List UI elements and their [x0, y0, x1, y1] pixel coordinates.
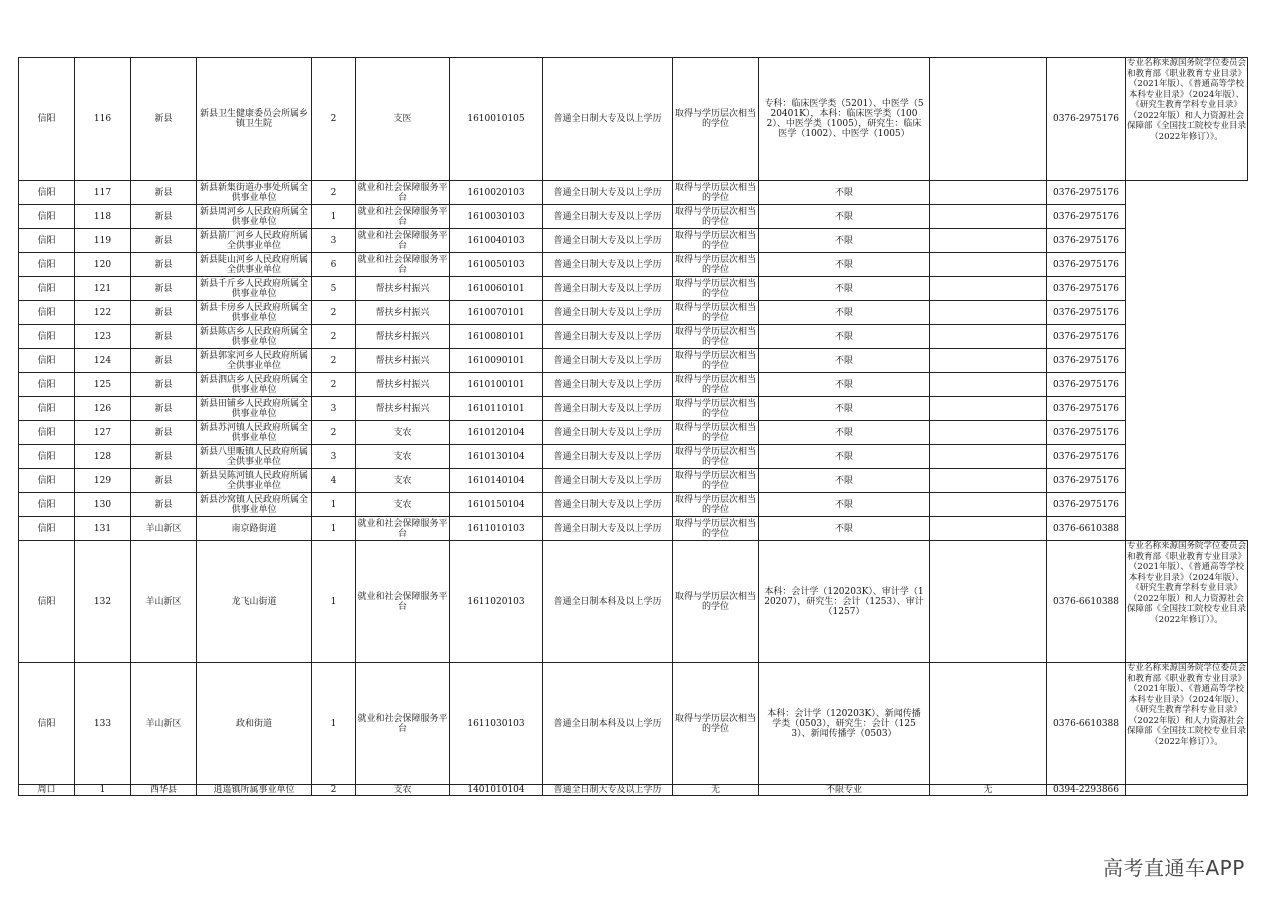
row-number-cell: 133 [75, 663, 131, 785]
major-cell: 本科：会计学（120203K）、审计学（120207），研究生：会计（1253）、审计（1257） [759, 541, 930, 663]
unit-cell: 新县沙窝镇人民政府所属全供事业单位 [197, 493, 312, 517]
table-row [19, 469, 1248, 493]
unit-cell: 新县卫生健康委员会所属乡镇卫生院 [197, 58, 312, 181]
city-cell: 信阳 [19, 229, 75, 253]
code-cell: 1610150104 [450, 493, 543, 517]
row-number-cell: 125 [75, 373, 131, 397]
post-cell: 就业和社会保障服务平台 [357, 518, 448, 539]
major-cell: 不限 [759, 373, 930, 397]
education-cell: 普通全日制大专及以上学历 [543, 421, 673, 445]
post-cell: 就业和社会保障服务平台 [357, 206, 448, 227]
education-cell: 普通全日制本科及以上学历 [543, 541, 673, 663]
phone-cell: 0376-2975176 [1047, 277, 1126, 301]
empty-cell [930, 325, 1047, 349]
post-cell: 就业和社会保障服务平台 [357, 230, 448, 251]
row-number-cell: 120 [75, 253, 131, 277]
post-cell: 就业和社会保障服务平台 [356, 541, 450, 663]
count-cell: 3 [312, 229, 356, 253]
code-cell: 1401010104 [450, 785, 543, 796]
note-cell: 专业名称来源国务院学位委员会和教育部《职业教育专业目录》（2021年版）、《普通高等学校本科专业目录》（2024年版）、《研究生教育学科专业目录》（2022年版）和人力资源社会保障部《全国技工院校专业目录（2022年修订）》。 [1126, 663, 1248, 785]
post-cell: 帮扶乡村振兴 [356, 325, 450, 349]
empty-cell [930, 517, 1047, 541]
count-cell: 2 [312, 325, 356, 349]
empty-cell [930, 663, 1047, 785]
county-cell: 新县 [131, 277, 197, 301]
table-row [19, 663, 1248, 785]
count-cell: 1 [312, 517, 356, 541]
education-cell: 普通全日制大专及以上学历 [543, 445, 673, 469]
degree-cell: 取得与学历层次相当的学位 [673, 181, 759, 205]
empty-cell [930, 541, 1047, 663]
count-cell: 5 [312, 277, 356, 301]
degree-cell: 取得与学历层次相当的学位 [673, 349, 759, 373]
major-cell: 不限 [759, 517, 930, 541]
row-number-cell: 130 [75, 493, 131, 517]
phone-cell: 0376-2975176 [1047, 373, 1126, 397]
city-cell: 信阳 [19, 181, 75, 205]
post-cell: 帮扶乡村振兴 [356, 349, 450, 373]
code-cell: 1611030103 [450, 663, 543, 785]
unit-cell: 政和街道 [197, 663, 312, 785]
unit-cell: 新县苏河镇人民政府所属全供事业单位 [197, 421, 312, 445]
phone-cell: 0376-6610388 [1047, 541, 1126, 663]
table-row [19, 785, 1248, 796]
unit-cell: 新县八里畈镇人民政府所属全供事业单位 [197, 445, 312, 469]
code-cell: 1610020103 [450, 181, 543, 205]
table-row [19, 229, 1248, 253]
city-cell: 信阳 [19, 397, 75, 421]
county-cell: 新县 [131, 181, 197, 205]
education-cell: 普通全日制大专及以上学历 [543, 229, 673, 253]
major-cell: 本科：会计学（120203K）、新闻传播学类（0503），研究生：会计（1253）、新闻传播学（0503） [759, 663, 930, 785]
education-cell: 普通全日制大专及以上学历 [543, 785, 673, 796]
post-cell: 帮扶乡村振兴 [356, 397, 450, 421]
phone-cell: 0376-2975176 [1047, 301, 1126, 325]
city-cell: 信阳 [19, 301, 75, 325]
unit-cell: 逍遥镇所属事业单位 [197, 785, 312, 796]
code-cell: 1610140104 [450, 469, 543, 493]
degree-cell: 取得与学历层次相当的学位 [673, 373, 759, 397]
degree-cell: 取得与学历层次相当的学位 [673, 253, 759, 277]
major-cell: 不限 [759, 229, 930, 253]
empty-cell [930, 373, 1047, 397]
row-number-cell: 131 [75, 517, 131, 541]
county-cell: 新县 [131, 229, 197, 253]
county-cell: 羊山新区 [131, 663, 197, 785]
table-row [19, 205, 1248, 229]
city-cell: 周口 [19, 785, 75, 796]
major-cell: 不限 [759, 325, 930, 349]
other-cell: 无 [930, 785, 1047, 796]
education-cell: 普通全日制大专及以上学历 [543, 58, 673, 181]
city-cell: 信阳 [19, 277, 75, 301]
phone-cell: 0376-2975176 [1047, 229, 1126, 253]
degree-cell: 取得与学历层次相当的学位 [673, 229, 759, 253]
phone-cell: 0376-2975176 [1047, 205, 1126, 229]
post-cell: 支农 [356, 445, 450, 469]
job-table [18, 57, 1248, 796]
education-cell: 普通全日制大专及以上学历 [543, 181, 673, 205]
table-row [19, 421, 1248, 445]
major-cell: 不限 [759, 493, 930, 517]
empty-cell [930, 397, 1047, 421]
unit-cell: 新县陈店乡人民政府所属全供事业单位 [197, 325, 312, 349]
county-cell: 新县 [131, 205, 197, 229]
row-number-cell: 119 [75, 229, 131, 253]
education-cell: 普通全日制大专及以上学历 [543, 469, 673, 493]
count-cell: 6 [312, 253, 356, 277]
empty-cell [930, 58, 1047, 181]
phone-cell: 0376-6610388 [1047, 663, 1126, 785]
row-number-cell: 117 [75, 181, 131, 205]
major-cell: 不限 [759, 397, 930, 421]
unit-cell: 新县周河乡人民政府所属全供事业单位 [197, 205, 312, 229]
code-cell: 1610060101 [450, 277, 543, 301]
city-cell: 信阳 [19, 325, 75, 349]
code-cell: 1610050103 [450, 253, 543, 277]
empty-cell [930, 349, 1047, 373]
note-empty-cell [1126, 181, 1248, 541]
city-cell: 信阳 [19, 421, 75, 445]
degree-cell: 取得与学历层次相当的学位 [673, 493, 759, 517]
education-cell: 普通全日制大专及以上学历 [543, 493, 673, 517]
phone-cell: 0376-2975176 [1047, 445, 1126, 469]
city-cell: 信阳 [19, 253, 75, 277]
degree-cell: 取得与学历层次相当的学位 [673, 301, 759, 325]
empty-cell [930, 229, 1047, 253]
row-number-cell: 128 [75, 445, 131, 469]
code-cell: 1610040103 [450, 229, 543, 253]
phone-cell: 0376-2975176 [1047, 253, 1126, 277]
education-cell: 普通全日制大专及以上学历 [543, 397, 673, 421]
city-cell: 信阳 [19, 349, 75, 373]
city-cell: 信阳 [19, 205, 75, 229]
city-cell: 信阳 [19, 445, 75, 469]
empty-cell [930, 277, 1047, 301]
empty-cell [930, 445, 1047, 469]
unit-cell: 新县陡山河乡人民政府所属全供事业单位 [197, 253, 312, 277]
major-cell: 不限 [759, 277, 930, 301]
major-cell: 不限 [759, 469, 930, 493]
phone-cell: 0376-2975176 [1047, 493, 1126, 517]
code-cell: 1610100101 [450, 373, 543, 397]
major-cell: 不限 [759, 181, 930, 205]
education-cell: 普通全日制大专及以上学历 [543, 325, 673, 349]
education-cell: 普通全日制大专及以上学历 [543, 517, 673, 541]
table-row [19, 541, 1248, 663]
major-cell: 不限专业 [759, 785, 930, 796]
unit-cell: 南京路街道 [197, 517, 312, 541]
count-cell: 2 [312, 349, 356, 373]
count-cell: 2 [312, 181, 356, 205]
county-cell: 新县 [131, 253, 197, 277]
degree-cell: 取得与学历层次相当的学位 [673, 469, 759, 493]
county-cell: 新县 [131, 445, 197, 469]
unit-cell: 新县卡房乡人民政府所属全供事业单位 [197, 301, 312, 325]
empty-cell [930, 253, 1047, 277]
code-cell: 1610110101 [450, 397, 543, 421]
city-cell: 信阳 [19, 58, 75, 181]
major-cell: 不限 [759, 301, 930, 325]
post-cell: 就业和社会保障服务平台 [357, 182, 448, 203]
empty-cell [930, 181, 1047, 205]
row-number-cell: 118 [75, 205, 131, 229]
code-cell: 1611010103 [450, 517, 543, 541]
major-cell: 不限 [759, 349, 930, 373]
empty-cell [930, 421, 1047, 445]
post-cell: 支农 [356, 785, 450, 796]
degree-cell: 取得与学历层次相当的学位 [673, 277, 759, 301]
city-cell: 信阳 [19, 493, 75, 517]
degree-cell: 取得与学历层次相当的学位 [673, 397, 759, 421]
education-cell: 普通全日制大专及以上学历 [543, 301, 673, 325]
unit-cell: 新县郭家河乡人民政府所属全供事业单位 [197, 349, 312, 373]
phone-cell: 0376-6610388 [1047, 517, 1126, 541]
city-cell: 信阳 [19, 541, 75, 663]
code-cell: 1611020103 [450, 541, 543, 663]
county-cell: 新县 [131, 469, 197, 493]
phone-cell: 0394-2293866 [1047, 785, 1126, 796]
code-cell: 1610120104 [450, 421, 543, 445]
county-cell: 新县 [131, 493, 197, 517]
count-cell: 3 [312, 445, 356, 469]
table-row [19, 277, 1248, 301]
table-row [19, 373, 1248, 397]
table-row [19, 301, 1248, 325]
major-cell: 不限 [759, 421, 930, 445]
city-cell: 信阳 [19, 373, 75, 397]
code-cell: 1610070101 [450, 301, 543, 325]
post-cell: 支农 [356, 421, 450, 445]
table-row [19, 181, 1248, 205]
unit-cell: 新县泗店乡人民政府所属全供事业单位 [197, 373, 312, 397]
phone-cell: 0376-2975176 [1047, 325, 1126, 349]
degree-cell: 取得与学历层次相当的学位 [673, 517, 759, 541]
empty-cell [930, 205, 1047, 229]
unit-cell: 新县吴陈河镇人民政府所属全供事业单位 [197, 469, 312, 493]
count-cell: 2 [312, 785, 356, 796]
code-cell: 1610080101 [450, 325, 543, 349]
post-cell: 帮扶乡村振兴 [356, 301, 450, 325]
row-number-cell: 121 [75, 277, 131, 301]
degree-cell: 取得与学历层次相当的学位 [673, 325, 759, 349]
post-cell: 就业和社会保障服务平台 [357, 254, 448, 275]
county-cell: 新县 [131, 397, 197, 421]
degree-cell: 取得与学历层次相当的学位 [673, 541, 759, 663]
unit-cell: 新县箭厂河乡人民政府所属全供事业单位 [197, 229, 312, 253]
degree-cell: 取得与学历层次相当的学位 [673, 421, 759, 445]
post-cell: 支医 [356, 58, 450, 181]
post-cell: 帮扶乡村振兴 [356, 373, 450, 397]
education-cell: 普通全日制大专及以上学历 [543, 253, 673, 277]
count-cell: 2 [312, 301, 356, 325]
table-row [19, 253, 1248, 277]
row-number-cell: 126 [75, 397, 131, 421]
phone-cell: 0376-2975176 [1047, 349, 1126, 373]
count-cell: 2 [312, 373, 356, 397]
unit-cell: 新县田铺乡人民政府所属全供事业单位 [197, 397, 312, 421]
county-cell: 新县 [131, 349, 197, 373]
watermark: 高考直通车APP [1103, 856, 1245, 880]
table-row [19, 349, 1248, 373]
county-cell: 新县 [131, 58, 197, 181]
count-cell: 4 [312, 469, 356, 493]
phone-cell: 0376-2975176 [1047, 469, 1126, 493]
county-cell: 西华县 [131, 785, 197, 796]
note-cell: 专业名称来源国务院学位委员会和教育部《职业教育专业目录》（2021年版）、《普通高等学校本科专业目录》（2024年版）、《研究生教育学科专业目录》（2022年版）和人力资源社会保障部《全国技工院校专业目录（2022年修订）》。 [1126, 541, 1248, 663]
row-number-cell: 124 [75, 349, 131, 373]
county-cell: 新县 [131, 373, 197, 397]
county-cell: 新县 [131, 421, 197, 445]
county-cell: 新县 [131, 325, 197, 349]
degree-cell: 取得与学历层次相当的学位 [673, 663, 759, 785]
row-number-cell: 1 [75, 785, 131, 796]
table-row [19, 493, 1248, 517]
empty-cell [930, 301, 1047, 325]
count-cell: 1 [312, 205, 356, 229]
phone-cell: 0376-2975176 [1047, 397, 1126, 421]
city-cell: 信阳 [19, 469, 75, 493]
count-cell: 1 [312, 663, 356, 785]
count-cell: 1 [312, 541, 356, 663]
major-cell: 不限 [759, 205, 930, 229]
post-cell: 就业和社会保障服务平台 [356, 663, 450, 785]
unit-cell: 新县千斤乡人民政府所属全供事业单位 [197, 277, 312, 301]
table-row [19, 445, 1248, 469]
table-row [19, 58, 1248, 181]
row-number-cell: 123 [75, 325, 131, 349]
county-cell: 新县 [131, 301, 197, 325]
unit-cell: 龙飞山街道 [197, 541, 312, 663]
count-cell: 2 [312, 421, 356, 445]
empty-cell [930, 493, 1047, 517]
phone-cell: 0376-2975176 [1047, 421, 1126, 445]
phone-cell: 0376-2975176 [1047, 58, 1126, 181]
row-number-cell: 132 [75, 541, 131, 663]
degree-cell: 取得与学历层次相当的学位 [673, 445, 759, 469]
code-cell: 1610130104 [450, 445, 543, 469]
post-cell: 支农 [356, 469, 450, 493]
education-cell: 普通全日制大专及以上学历 [543, 349, 673, 373]
empty-cell [930, 469, 1047, 493]
education-cell: 普通全日制大专及以上学历 [543, 373, 673, 397]
major-cell: 不限 [759, 445, 930, 469]
education-cell: 普通全日制本科及以上学历 [543, 663, 673, 785]
note-cell: 专业名称来源国务院学位委员会和教育部《职业教育专业目录》（2021年版）、《普通高等学校本科专业目录》（2024年版）、《研究生教育学科专业目录》（2022年版）和人力资源社会保障部《全国技工院校专业目录（2022年修订）》。 [1126, 58, 1248, 181]
city-cell: 信阳 [19, 663, 75, 785]
count-cell: 2 [312, 58, 356, 181]
count-cell: 3 [312, 397, 356, 421]
county-cell: 羊山新区 [131, 517, 197, 541]
county-cell: 羊山新区 [131, 541, 197, 663]
education-cell: 普通全日制大专及以上学历 [543, 277, 673, 301]
major-cell: 不限 [759, 253, 930, 277]
phone-cell: 0376-2975176 [1047, 181, 1126, 205]
unit-cell: 新县新集街道办事处所属全供事业单位 [197, 181, 312, 205]
code-cell: 1610010105 [450, 58, 543, 181]
row-number-cell: 127 [75, 421, 131, 445]
education-cell: 普通全日制大专及以上学历 [543, 205, 673, 229]
degree-cell: 取得与学历层次相当的学位 [673, 205, 759, 229]
city-cell: 信阳 [19, 517, 75, 541]
post-cell: 帮扶乡村振兴 [356, 277, 450, 301]
row-number-cell: 122 [75, 301, 131, 325]
empty-cell [1126, 785, 1248, 796]
code-cell: 1610090101 [450, 349, 543, 373]
table-row [19, 397, 1248, 421]
table-row [19, 325, 1248, 349]
table-row [19, 517, 1248, 541]
row-number-cell: 116 [75, 58, 131, 181]
major-cell: 专科：临床医学类（5201）、中医学（520401K），本科：临床医学类（1002）、中医学类（1005），研究生：临床医学（1002）、中医学（1005） [759, 58, 930, 181]
count-cell: 1 [312, 493, 356, 517]
post-cell: 支农 [356, 493, 450, 517]
code-cell: 1610030103 [450, 205, 543, 229]
degree-cell: 无 [673, 785, 759, 796]
row-number-cell: 129 [75, 469, 131, 493]
degree-cell: 取得与学历层次相当的学位 [673, 58, 759, 181]
